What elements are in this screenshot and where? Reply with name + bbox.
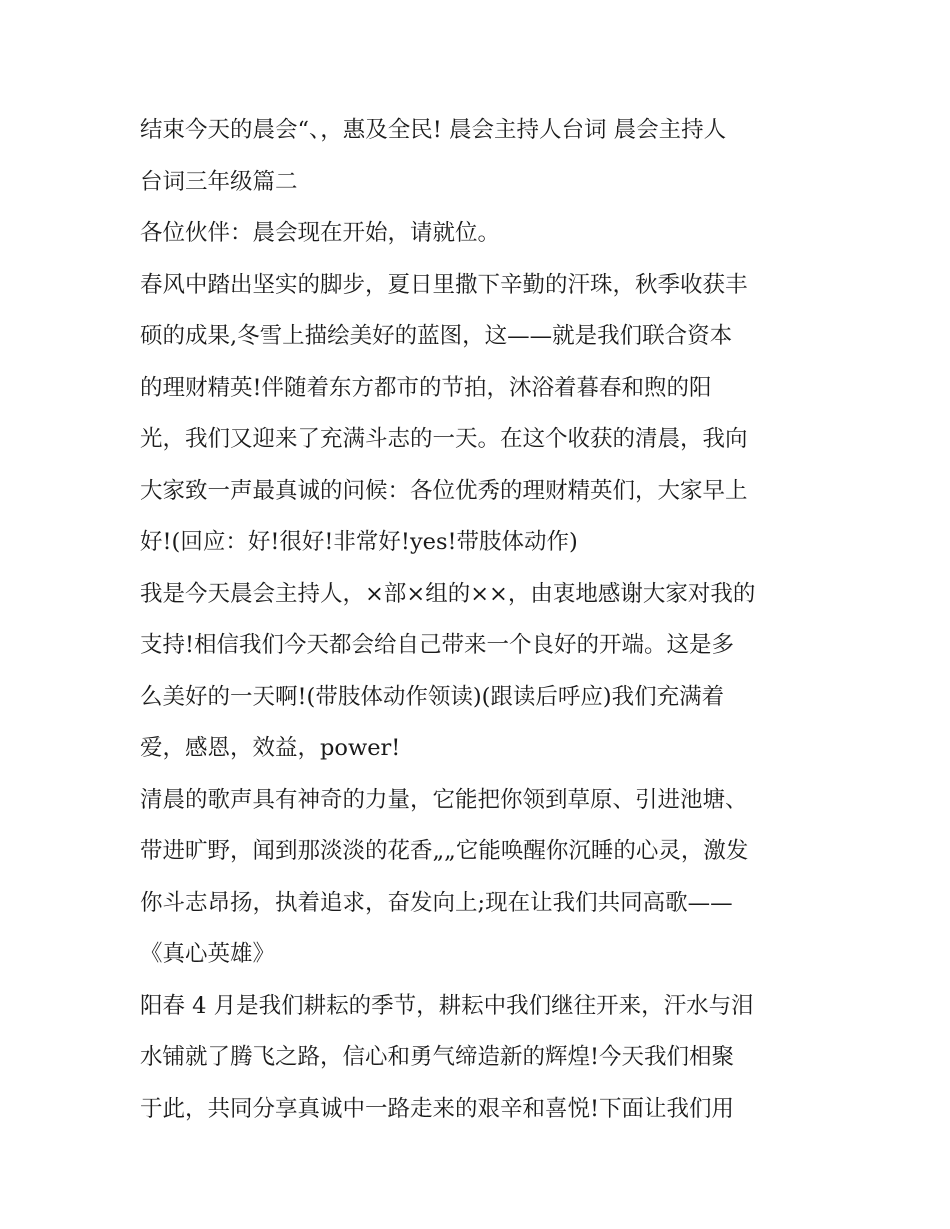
text-line-8: 大家致一声最真诚的问候：各位优秀的理财精英们，大家早上: [140, 477, 748, 504]
text-line-12: 么美好的一天啊!(带肢体动作领读)(跟读后呼应)我们充满着: [140, 683, 725, 710]
text-line-19: 水铺就了腾飞之路，信心和勇气缔造新的辉煌!今天我们相聚: [140, 1044, 735, 1070]
text-line-5: 硕的成果,冬雪上描绘美好的蓝图，这——就是我们联合资本: [140, 323, 733, 349]
text-line-15: 带进旷野，闻到那淡淡的花香„„它能唤醒你沉睡的心灵，激发: [140, 838, 749, 864]
document-body: [140, 105, 820, 1135]
text-line-17: 《真心英雄》: [140, 941, 276, 967]
text-line-4: 春风中踏出坚实的脚步，夏日里撒下辛勤的汗珠，秋季收获丰: [140, 271, 748, 298]
text-line-13: 爱，感恩，效益，power!: [140, 735, 401, 761]
text-line-1: 结束今天的晨会“、，惠及全民! 晨会主持人台词 晨会主持人: [140, 117, 727, 143]
text-line-11: 支持!相信我们今天都会给自己带来一个良好的开端。这是多: [140, 632, 735, 658]
text-line-9: 好!(回应：好!很好!非常好!yes!带肢体动作): [140, 529, 578, 555]
text-line-20: 于此，共同分享真诚中一路走来的艰辛和喜悦!下面让我们用: [140, 1095, 735, 1122]
text-line-2: 台词三年级篇二: [140, 168, 298, 195]
text-line-6: 的理财精英!伴随着东方都市的节拍，沐浴着暮春和煦的阳: [140, 374, 712, 401]
text-line-18: 阳春 4 月是我们耕耘的季节，耕耘中我们继往开来，汗水与泪: [140, 992, 754, 1019]
text-line-14: 清晨的歌声具有神奇的力量，它能把你领到草原、引进池塘、: [140, 786, 748, 813]
text-line-3: 各位伙伴：晨会现在开始，请就位。: [140, 220, 501, 246]
text-line-7: 光，我们又迎来了充满斗志的一天。在这个收获的清晨，我向: [140, 426, 748, 452]
text-line-10: 我是今天晨会主持人，×部×组的××，由衷地感谢大家对我的: [140, 580, 756, 607]
text-line-16: 你斗志昂扬，执着追求，奋发向上;现在让我们共同高歌——: [140, 889, 733, 916]
